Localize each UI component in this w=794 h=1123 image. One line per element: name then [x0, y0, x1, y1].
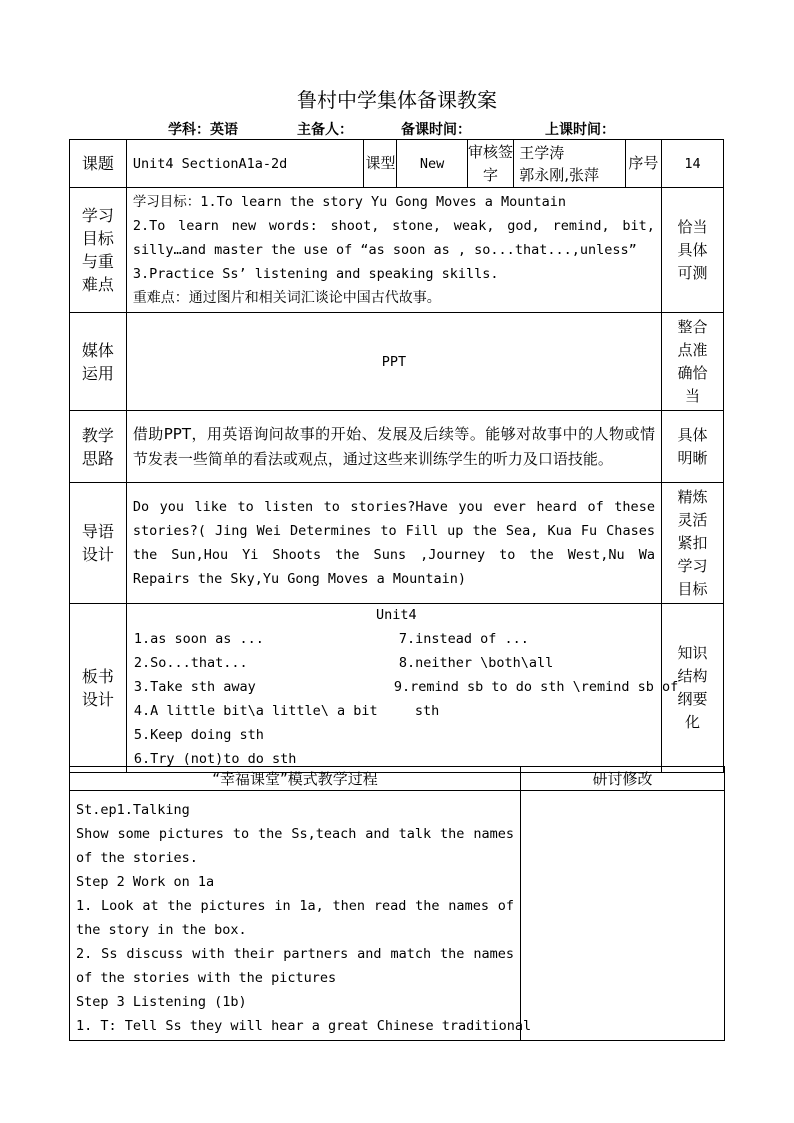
type-value: New: [397, 140, 467, 188]
board-item-4: 4.A little bit\a little\ a bit: [133, 703, 378, 719]
lead-in-side-note: 精炼灵活紧扣学习目标: [661, 483, 723, 604]
topic-value: Unit4 SectionA1a-2d: [126, 140, 364, 188]
review-notes-cell: [521, 791, 725, 1041]
meta-row: [0, 119, 794, 137]
lesson-plan-table: [69, 139, 724, 773]
approach-content: 借助PPT，用英语询问故事的开始、发展及后续等。能够对故事中的人物或情节发表一些简单的看法或观点，通过这些来训练学生的听力及口语技能。: [126, 411, 661, 483]
board-item-5: 5.Keep doing sth: [133, 727, 264, 743]
process-content: [70, 791, 532, 1041]
type-label: 课型: [364, 140, 397, 188]
subject-field: 学科：英语: [168, 122, 238, 138]
board-item-6: 6.Try (not)to do sth: [133, 751, 297, 767]
reviewer-line-2: 郭永刚,张萍: [519, 165, 599, 184]
goals-line-4: 重难点：通过图片和相关词汇谈论中国古代故事。: [132, 290, 441, 306]
goals-line-3: 3.Practice Ss’ listening and speaking skills.: [132, 266, 499, 282]
board-item-9-cont: sth: [414, 703, 440, 719]
process-line-7: 1. T: Tell Ss they will hear a great Chinese traditional: [76, 1018, 532, 1034]
goals-line-1: 学习目标：1.To learn the story Yu Gong Moves a Mountain: [132, 194, 567, 210]
topic-label: 课题: [70, 140, 127, 188]
reviewers-cell: [514, 140, 626, 188]
goals-line-2: 2.To learn new words: shoot, stone, weak, god, remind, bit, silly…and master the use of “as soon as , so...that...,unless”: [132, 218, 655, 258]
process-line-4: 1. Look at the pictures in 1a, then read the names of the story in the box.: [76, 898, 514, 938]
seq-value: 14: [661, 140, 723, 188]
board-item-3: 3.Take sth away: [133, 679, 256, 695]
class-time-field: 上课时间：: [545, 122, 615, 138]
review-label: 审核签字: [467, 140, 513, 188]
board-label: 板书设计: [70, 604, 127, 773]
board-item-2: 2.So...that...: [133, 655, 248, 671]
board-side-note: 知识结构纲要化: [661, 604, 723, 773]
goals-side-note: 恰当具体可测: [661, 188, 723, 313]
document-title: 鲁村中学集体备课教案: [297, 88, 497, 112]
board-content: [126, 604, 679, 773]
preparer-field: 主备人：: [297, 122, 353, 138]
process-line-5: 2. Ss discuss with their partners and match the names of the stories with the pictures: [76, 946, 514, 986]
lead-in-content: Do you like to listen to stories?Have you ever heard of these stories?( Jing Wei Determines to Fill up the Sea, Kua Fu Chases the Sun,Hou Yi Shoots the Suns ,Journey to the West,Nu Wa Repairs the Sky,Yu Gong Moves a Mountain): [126, 483, 661, 604]
board-item-1: 1.as soon as ...: [133, 631, 264, 647]
media-side-note: 整合点准确恰当: [661, 313, 723, 411]
process-header: “幸福课堂”模式教学过程: [70, 767, 521, 791]
lead-in-label: 导语设计: [70, 483, 127, 604]
board-item-7: 7.instead of ...: [398, 631, 529, 647]
board-item-9: 9.remind sb to do sth \remind sb of: [393, 679, 679, 695]
board-heading: Unit4: [375, 607, 417, 623]
process-line-2: Show some pictures to the Ss,teach and talk the names of the stories.: [76, 826, 514, 866]
process-table: [69, 766, 725, 1041]
goals-label: 学习目标与重难点: [70, 188, 127, 313]
media-content: PPT: [126, 313, 661, 411]
media-label: 媒体运用: [70, 313, 127, 411]
prep-time-field: 备课时间：: [401, 122, 471, 138]
approach-side-note: 具体明晰: [661, 411, 723, 483]
approach-label: 教学思路: [70, 411, 127, 483]
process-line-3: Step 2 Work on 1a: [76, 874, 215, 890]
board-item-8: 8.neither \both\all: [398, 655, 554, 671]
process-line-6: Step 3 Listening (1b): [76, 994, 247, 1010]
seq-label: 序号: [625, 140, 661, 188]
goals-content: [126, 188, 661, 313]
reviewer-line-1: 王学涛: [519, 143, 565, 162]
process-line-1: St.ep1.Talking: [76, 802, 190, 818]
review-header: 研讨修改: [521, 767, 725, 791]
